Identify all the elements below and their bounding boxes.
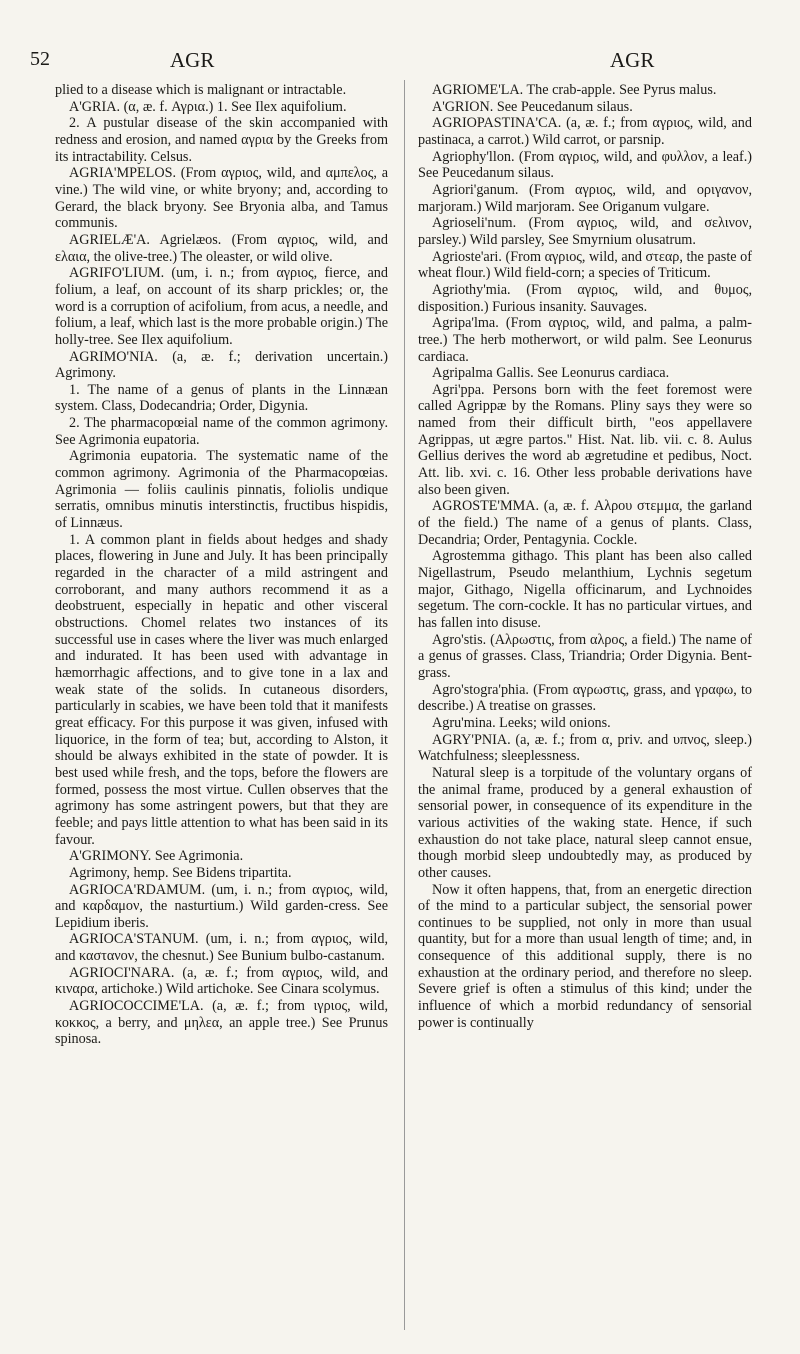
left-column — [55, 82, 388, 1048]
entry-paragraph: Agri'ppa. Persons born with the feet foremost were called Agrippæ by the Romans. Pliny says they were so named from their difficult birth, "eos appellavere Agrippas, ut ægre partos." Hist. Nat. lib. vii. c. 8. Aulus Gellius derives the word ab ægretudine et pedibus, Noct. Att. lib. xvi. c. 16. Other less probable derivations have also been given. — [418, 381, 752, 498]
entry-paragraph: AGROSTE'MMA. (a, æ. f. Αλρου στεμμα, the garland of the field.) The name of a genus of plants. Class, Decandria; Order, Pentagynia. Cockle. — [418, 498, 752, 548]
entry-paragraph: A'GRIMONY. See Agrimonia. — [69, 848, 244, 865]
entry-paragraph: AGRIOPASTINA'CA. (a, æ. f.; from αγριος, wild, and pastinaca, a carrot.) Wild carrot, or parsnip. — [418, 115, 752, 148]
column-divider — [404, 80, 405, 1330]
entry-paragraph: AGRIA'MPELOS. (From αγριος, wild, and αμπελος, a vine.) The wild vine, or white bryony; and, according to Gerard, the black bryony. See Bryonia alba, and Tamus communis. — [55, 165, 388, 232]
entry-paragraph: AGRIOME'LA. The crab-apple. See Pyrus malus. — [432, 82, 717, 98]
entry-paragraph: Agrimonia eupatoria. The systematic name of the common agrimony. Agrimonia of the Pharmacopœias. Agrimonia — foliis caulinis pinnatis, foliolis undique serratis, omnibus minutis interstinctis, fructibus hispidis, of Linnæus. — [55, 448, 388, 532]
entry-paragraph: AGRIOCI'NARA. (a, æ. f.; from αγριος, wild, and κιναρα, artichoke.) Wild artichoke. See Cinara scolymus. — [55, 964, 388, 998]
entry-paragraph: Agriophy'llon. (From αγριος, wild, and φυλλον, a leaf.) See Peucedanum silaus. — [418, 148, 752, 182]
entry-paragraph: AGRIOCA'STANUM. (um, i. n.; from αγριος, wild, and καστανον, the chesnut.) See Bunium bulbo-castanum. — [55, 931, 388, 965]
entry-paragraph: AGRIMO'NIA. (a, æ. f.; derivation uncertain.) Agrimony. — [55, 348, 388, 382]
entry-paragraph: AGRIOCOCCIME'LA. (a, æ. f.; from ιγριος, wild, κοκκος, a berry, and μηλεα, an apple tree.) See Prunus spinosa. — [55, 998, 388, 1048]
right-column — [418, 82, 752, 1031]
entry-paragraph: 1. A common plant in fields about hedges and shady places, flowering in June and July. It has been principally regarded in the character of a mild astringent and corroborant, and many authors recommend it as a deobstruent, especially in hepatic and other visceral obstructions. Chomel relates two instances of its successful use in cases where the liver was much enlarged and indurated. It has been used with advantage in hæmorrhagic affections, and to give tone in a lax and weak state of the solids. In cutaneous disorders, particularly in scabies, we have been told that it manifests great efficacy. For this purpose it was given, infused with liquorice, in the form of tea; but, according to Alston, it should be always exhibited in the state of powder. It is best used while fresh, and the tops, before the flowers are formed, possess the most virtue. Cullen observes that the agrimony has some astringent powers, but that they are feeble; and pays little attention to what has been said in its favour. — [55, 531, 388, 848]
entry-paragraph: Agro'stogra'phia. (From αγρωστις, grass, and γραφω, to describe.) A treatise on grasses. — [418, 681, 752, 715]
entry-paragraph: Agrioseli'num. (From αγριος, wild, and σελινον, parsley.) Wild parsley, See Smyrnium olusatrum. — [418, 215, 752, 248]
entry-paragraph: Natural sleep is a torpitude of the voluntary organs of the animal frame, produced by a general exhaustion of sensorial power, in consequence of its expenditure in the various activities of the waking state. Hence, if such exhaustion do not take place, natural sleep cannot ensue, though morbid sleep undoubtedly may, as produced by other causes. — [418, 764, 752, 881]
entry-paragraph: 2. The pharmacopœial name of the common agrimony. See Agrimonia eupatoria. — [55, 415, 388, 448]
entry-paragraph: Agriothy'mia. (From αγριος, wild, and θυμος, disposition.) Furious insanity. Sauvages. — [418, 281, 752, 315]
entry-paragraph: AGRIELÆ'A. Agrielæos. (From αγριος, wild, and ελαια, the olive-tree.) The oleaster, or wild olive. — [55, 231, 388, 265]
entry-paragraph: A'GRION. See Peucedanum silaus. — [432, 98, 633, 115]
entry-paragraph: 1. The name of a genus of plants in the Linnæan system. Class, Dodecandria; Order, Digynia. — [55, 381, 388, 415]
running-head-left: AGR — [170, 48, 215, 72]
running-head-right: AGR — [610, 48, 655, 72]
entry-paragraph: A'GRIA. (α, æ. f. Αγρια.) 1. See Ilex aquifolium. — [69, 98, 347, 115]
entry-paragraph: Agrostemma githago. This plant has been also called Nigellastrum, Pseudo melanthium, Lychnis segetum major, Githago, Nigella officinarum, and Lychnoides segetum. The corn-cockle. It has no particular virtues, and has fallen into disuse. — [418, 548, 752, 631]
entry-paragraph: AGRY'PNIA. (a, æ. f.; from α, priv. and υπνος, sleep.) Watchfulness; sleeplessness. — [418, 731, 752, 765]
entry-paragraph: AGRIOCA'RDAMUM. (um, i. n.; from αγριος, wild, and καρδαμον, the nasturtium.) Wild garden-cress. See Lepidium iberis. — [55, 881, 388, 931]
entry-paragraph: Agrioste'ari. (From αγριος, wild, and στεαρ, the paste of wheat flour.) Wild field-corn; a species of Triticum. — [418, 248, 752, 282]
entry-paragraph: Agriori'ganum. (From αγριος, wild, and οριγανον, marjoram.) Wild marjoram. See Origanum vulgare. — [418, 181, 752, 215]
page-header — [30, 48, 770, 74]
page-number: 52 — [30, 48, 50, 70]
entry-paragraph: AGRIFO'LIUM. (um, i. n.; from αγριος, fierce, and folium, a leaf, on account of its sharp prickles; or, the word is a corruption of acifolium, from acus, a needle, and folium, a leaf, which last is the more probable origin.) The holly-tree. See Ilex aquifolium. — [55, 265, 388, 348]
entry-paragraph: Agrimony, hemp. See Bidens tripartita. — [69, 864, 292, 881]
entry-paragraph: Agru'mina. Leeks; wild onions. — [432, 714, 611, 731]
entry-paragraph: plied to a disease which is malignant or intractable. — [55, 82, 347, 98]
entry-paragraph: Now it often happens, that, from an energetic direction of the mind to a particular subject, the sensorial power continues to be supplied, not only in more than usual quantity, but for a more than usual length of time; and, in consequence of this additional supply, there is no exhaustion at the ordinary period, and therefore no sleep. Severe grief is often a stimulus of this kind; under the influence of which a morbid redundancy of sensorial power is continually — [418, 881, 752, 1031]
entry-paragraph: Agripalma Gallis. See Leonurus cardiaca. — [432, 365, 670, 382]
entry-paragraph: 2. A pustular disease of the skin accompanied with redness and erosion, and named αγρια by the Greeks from its intractability. Celsus. — [55, 115, 388, 165]
entry-paragraph: Agro'stis. (Αλρωστις, from αλρος, a field.) The name of a genus of grasses. Class, Triandria; Order Digynia. Bent-grass. — [418, 631, 752, 681]
entry-paragraph: Agripa'lma. (From αγριος, wild, and palma, a palm-tree.) The herb motherwort, or wild palm. See Leonurus cardiaca. — [418, 315, 752, 365]
